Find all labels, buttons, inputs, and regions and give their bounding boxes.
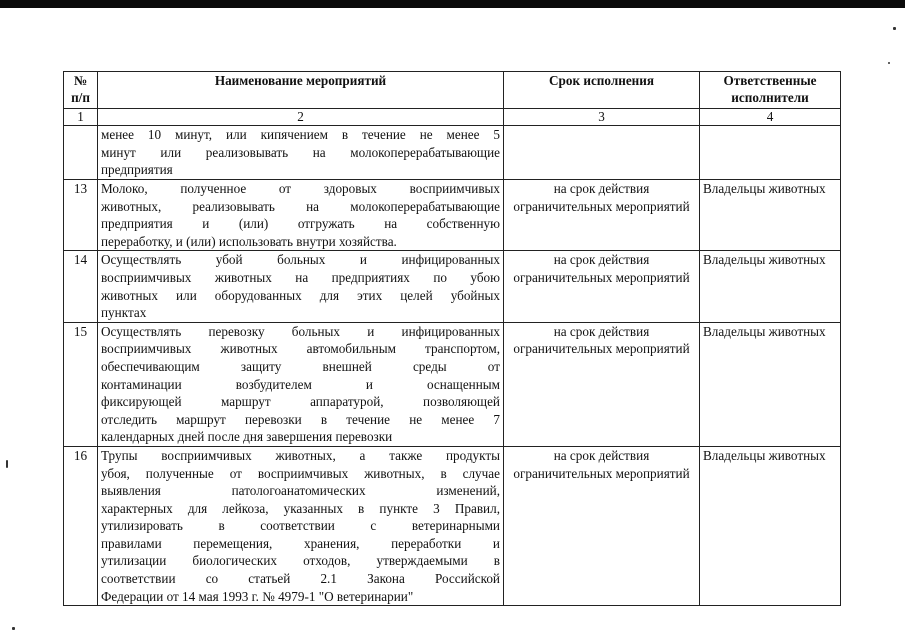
row-number: 13 bbox=[64, 180, 98, 251]
description-line: правилами перемещения, хранения, переработки и bbox=[101, 535, 500, 551]
scan-speck bbox=[6, 460, 8, 468]
row-responsible: Владельцы животных bbox=[700, 251, 841, 322]
description-line: характерных для лейкоза, указанных в пункте 3 Правил, bbox=[101, 500, 500, 516]
scan-speck bbox=[893, 27, 896, 30]
description-line: минут или реализовывать на молокоперерабатывающие bbox=[101, 144, 500, 160]
description-line: Осуществлять перевозку больных и инфицированных bbox=[101, 323, 500, 339]
row-description bbox=[98, 180, 504, 251]
measures-table bbox=[63, 71, 841, 606]
scan-speck bbox=[12, 627, 15, 630]
row-term: на срок действия ограничительных мероприятий bbox=[504, 180, 700, 251]
scan-top-border bbox=[0, 0, 905, 8]
row-term: на срок действия ограничительных мероприятий bbox=[504, 322, 700, 446]
row-description bbox=[98, 446, 504, 605]
row-term bbox=[504, 126, 700, 180]
row-description bbox=[98, 126, 504, 180]
description-line: Трупы восприимчивых животных, а также продукты bbox=[101, 447, 500, 463]
table-row bbox=[64, 180, 841, 251]
description-line: выявления патологоанатомических изменений, bbox=[101, 483, 500, 499]
row-description bbox=[98, 322, 504, 446]
description-line: животных или оборудованных для этих целей убойных bbox=[101, 287, 500, 303]
row-responsible: Владельцы животных bbox=[700, 446, 841, 605]
description-line: календарных дней после дня завершения перевозки bbox=[101, 429, 393, 445]
header-term: Срок исполнения bbox=[504, 72, 700, 109]
description-line: животных, реализовывать на молокоперерабатывающие bbox=[101, 198, 500, 214]
table-row bbox=[64, 126, 841, 180]
header-row bbox=[64, 72, 841, 109]
header-num: № п/п bbox=[64, 72, 98, 109]
row-number: 14 bbox=[64, 251, 98, 322]
description-line: восприимчивых животных автомобильным транспортом, bbox=[101, 341, 500, 357]
description-line: отследить маршрут перевозки в течение не менее 7 bbox=[101, 411, 500, 427]
row-responsible: Владельцы животных bbox=[700, 322, 841, 446]
description-line: Молоко, полученное от здоровых восприимчивых bbox=[101, 181, 500, 196]
column-number-row bbox=[64, 109, 841, 126]
description-line: контаминации возбудителем и оснащенным bbox=[101, 376, 500, 392]
row-responsible bbox=[700, 126, 841, 180]
table-row bbox=[64, 446, 841, 605]
header-name: Наименование мероприятий bbox=[98, 72, 504, 109]
description-line: менее 10 минут, или кипячением в течение не менее 5 bbox=[101, 127, 500, 142]
row-number: 16 bbox=[64, 446, 98, 605]
description-line: переработку, и (или) использовать внутри хозяйства. bbox=[101, 233, 397, 249]
description-line: предприятия и (или) отгружать на собственную bbox=[101, 216, 500, 232]
scan-speck bbox=[888, 62, 890, 64]
column-number: 2 bbox=[98, 109, 504, 126]
row-term: на срок действия ограничительных мероприятий bbox=[504, 446, 700, 605]
description-line: Федерации от 14 мая 1993 г. № 4979-1 "О ветеринарии" bbox=[101, 588, 414, 604]
header-resp: Ответственные исполнители bbox=[700, 72, 841, 109]
description-line: восприимчивых животных на предприятиях по убою bbox=[101, 269, 500, 285]
description-line: предприятия bbox=[101, 162, 173, 178]
row-number bbox=[64, 126, 98, 180]
description-line: фиксирующей маршрут аппаратурой, позволяющей bbox=[101, 394, 500, 410]
description-line: пунктах bbox=[101, 305, 147, 321]
column-number: 3 bbox=[504, 109, 700, 126]
row-responsible: Владельцы животных bbox=[700, 180, 841, 251]
table-row bbox=[64, 322, 841, 446]
description-line: Осуществлять убой больных и инфицированных bbox=[101, 252, 500, 268]
column-number: 1 bbox=[64, 109, 98, 126]
table-row bbox=[64, 251, 841, 322]
description-line: соответствии со статьей 2.1 Закона Российской bbox=[101, 571, 500, 587]
row-term: на срок действия ограничительных мероприятий bbox=[504, 251, 700, 322]
description-line: обеспечивающим защиту внешней среды от bbox=[101, 358, 500, 374]
row-description bbox=[98, 251, 504, 322]
description-line: убоя, полученные от восприимчивых животных, в случае bbox=[101, 465, 500, 481]
description-line: утилизировать в соответствии с ветеринарными bbox=[101, 518, 500, 534]
column-number: 4 bbox=[700, 109, 841, 126]
row-number: 15 bbox=[64, 322, 98, 446]
description-line: утилизации биологических отходов, утверждаемыми в bbox=[101, 553, 500, 569]
